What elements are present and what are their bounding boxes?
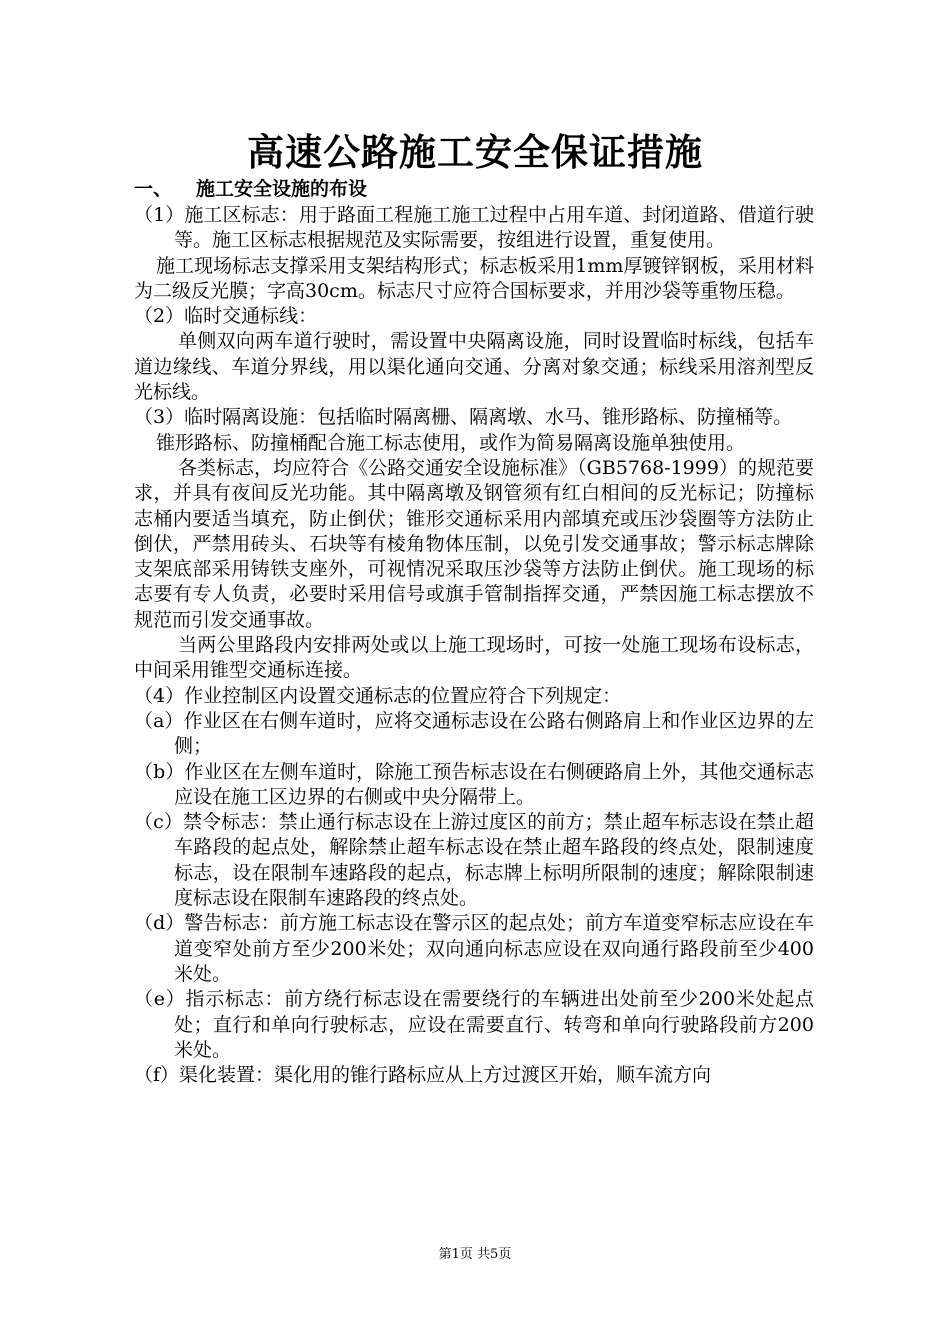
section-heading-text: 施工安全设施的布设 xyxy=(196,178,368,200)
page-footer: 第1页 共5页 xyxy=(438,1247,512,1262)
paragraph-item-3: （3）临时隔离设施：包括临时隔离栅、隔离墩、水马、锥形路标、防撞桶等。 xyxy=(134,406,793,429)
paragraph-standards: 各类标志，均应符合《公路交通安全设施标准》（GB5768-1999）的规范要求，并具有夜间反光功能。其中隔离墩及钢管须有红白相间的反光标记；防撞标志桶内要适当填充，防止倒伏；锥形交通标采用内部填充或压沙袋圈等方法防止倒伏，严禁用砖头、石块等有棱角物体压制，以免引发交通事故；警示标志牌除支架底部采用铸铁支座外，可视情况采取压沙袋等方法防止倒伏。施工现场的标志要有专人负责，必要时采用信号或旗手管制指挥交通，严禁因施工标志摆放不规范而引发交通事故。 xyxy=(134,456,814,631)
paragraph-item-4: （4）作业控制区内设置交通标志的位置应符合下列规定： xyxy=(134,684,622,707)
paragraph-cones: 锥形路标、防撞桶配合施工标志使用，或作为简易隔离设施单独使用。 xyxy=(156,431,746,454)
paragraph-item-b: （b）作业区在左侧车道时，除施工预告标志设在右侧硬路肩上外，其他交通标志应设在施工区边界的右侧或中央分隔带上。 xyxy=(134,760,814,808)
section-number: 一、 xyxy=(134,178,173,200)
paragraph-item-e: （e）指示标志：前方绕行标志设在需要绕行的车辆进出处前至少200米处起点处；直行和单向行驶标志，应设在需要直行、转弯和单向行驶路段前方200米处。 xyxy=(134,988,814,1061)
section-heading xyxy=(134,176,367,202)
paragraph-temporary-markings: 单侧双向两车道行驶时，需设置中央隔离设施，同时设置临时标线，包括车道边缘线、车道分界线，用以渠化通向交通、分离对象交通；标线采用溶剂型反光标线。 xyxy=(134,330,814,404)
paragraph-two-km: 当两公里路段内安排两处或以上施工现场时，可按一处施工现场布设标志，中间采用锥型交通标连接。 xyxy=(134,634,814,682)
paragraph-item-1: （1）施工区标志：用于路面工程施工施工过程中占用车道、封闭道路、借道行驶等。施工区标志根据规范及实际需要，按组进行设置，重复使用。 xyxy=(134,204,814,252)
paragraph-sign-support: 施工现场标志支撑采用支架结构形式；标志板采用1mm厚镀锌钢板，采用材料为二级反光膜；字高30cm。标志尺寸应符合国标要求，并用沙袋等重物压稳。 xyxy=(134,254,814,302)
paragraph-item-d: （d）警告标志：前方施工标志设在警示区的起点处；前方车道变窄标志应设在车道变窄处前方至少200米处；双向通向标志应设在双向通行路段前至少400米处。 xyxy=(134,912,814,985)
paragraph-item-f: （f）渠化装置：渠化用的锥行路标应从上方过渡区开始，顺车流方向 xyxy=(134,1064,712,1087)
paragraph-item-c: （c）禁令标志：禁止通行标志设在上游过度区的前方；禁止超车标志设在禁止超车路段的起点处，解除禁止超车标志设在禁止超车路段的终点处，限制速度标志，设在限制车速路段的起点，标志牌上标明所限制的速度；解除限制速度标志设在限制车速路段的终点处。 xyxy=(134,811,814,910)
page-title: 高速公路施工安全保证措施 xyxy=(247,130,703,174)
paragraph-item-a: （a）作业区在右侧车道时，应将交通标志设在公路右侧路肩上和作业区边界的左侧； xyxy=(134,709,814,758)
paragraph-item-2: （2）临时交通标线： xyxy=(134,305,318,328)
document-body xyxy=(134,203,814,1088)
